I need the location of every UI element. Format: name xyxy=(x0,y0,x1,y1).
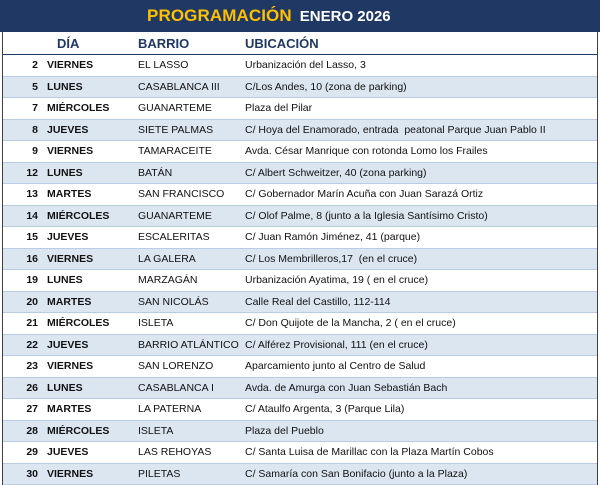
barrio: EL LASSO xyxy=(138,59,189,72)
column-header-day: DÍA xyxy=(57,35,80,51)
table-row xyxy=(3,120,597,142)
location: C/ Juan Ramón Jiménez, 41 (parque) xyxy=(245,231,421,244)
barrio: SIETE PALMAS xyxy=(138,123,214,136)
location: Avda. de Amurga con Juan Sebastián Bach xyxy=(245,381,448,394)
barrio: LA GALERA xyxy=(138,252,196,265)
table-row xyxy=(3,141,597,163)
day-number: 23 xyxy=(26,360,38,373)
barrio: BATÁN xyxy=(138,166,173,179)
title-main: PROGRAMACIÓN xyxy=(147,6,292,25)
barrio: PILETAS xyxy=(138,467,181,480)
table-row xyxy=(3,292,597,314)
weekday: MIÉRCOLES xyxy=(47,424,110,437)
weekday: JUEVES xyxy=(47,446,89,459)
barrio: LA PATERNA xyxy=(138,403,202,416)
table-row xyxy=(3,227,597,249)
day-number: 27 xyxy=(26,403,38,416)
day-number: 14 xyxy=(26,209,38,222)
weekday: LUNES xyxy=(47,80,83,93)
weekday: MARTES xyxy=(47,188,92,201)
weekday: VIERNES xyxy=(47,59,94,72)
weekday: JUEVES xyxy=(47,123,89,136)
barrio: SAN LORENZO xyxy=(138,360,214,373)
table-row xyxy=(3,55,597,77)
barrio: LAS REHOYAS xyxy=(138,446,212,459)
location: Plaza del Pilar xyxy=(245,102,313,115)
table-row xyxy=(3,184,597,206)
day-number: 19 xyxy=(26,274,38,287)
table-row xyxy=(3,335,597,357)
weekday: VIERNES xyxy=(47,252,94,265)
column-header-location: UBICACIÓN xyxy=(245,35,319,51)
location: Calle Real del Castillo, 112-114 xyxy=(245,295,391,308)
schedule-table xyxy=(2,32,598,485)
barrio: SAN FRANCISCO xyxy=(138,188,225,201)
weekday: MIÉRCOLES xyxy=(47,102,110,115)
location: C/ Santa Luisa de Marillac con la Plaza Martín Cobos xyxy=(245,446,494,459)
weekday: LUNES xyxy=(47,381,83,394)
table-row xyxy=(3,356,597,378)
location: C/ Don Quijote de la Mancha, 2 ( en el cruce) xyxy=(245,317,456,330)
barrio: ISLETA xyxy=(138,424,174,437)
day-number: 8 xyxy=(32,123,38,136)
location: C/ Ataulfo Argenta, 3 (Parque Lila) xyxy=(245,403,405,416)
day-number: 21 xyxy=(26,317,38,330)
weekday: VIERNES xyxy=(47,145,94,158)
day-number: 16 xyxy=(26,252,38,265)
barrio: BARRIO ATLÁNTICO xyxy=(138,338,239,351)
title-band xyxy=(0,0,600,32)
day-number: 13 xyxy=(26,188,38,201)
day-number: 9 xyxy=(32,145,38,158)
barrio: MARZAGÁN xyxy=(138,274,198,287)
table-row xyxy=(3,163,597,185)
table-row xyxy=(3,421,597,443)
table-row xyxy=(3,399,597,421)
table-body xyxy=(3,55,597,485)
table-row xyxy=(3,206,597,228)
location: C/ Alférez Provisional, 111 (en el cruce) xyxy=(245,338,428,351)
weekday: MARTES xyxy=(47,403,92,416)
location: Urbanización Ayatima, 19 ( en el cruce) xyxy=(245,274,429,287)
location: C/ Gobernador Marín Acuña con Juan Sarazá Ortiz xyxy=(245,188,484,201)
location: C/ Hoya del Enamorado, entrada peatonal Parque Juan Pablo II xyxy=(245,123,546,136)
barrio: CASABLANCA I xyxy=(138,381,214,394)
location: C/ Albert Schweitzer, 40 (zona parking) xyxy=(245,166,427,179)
day-number: 26 xyxy=(26,381,38,394)
day-number: 28 xyxy=(26,424,38,437)
location: C/ Samaría con San Bonifacio (junto a la Plaza) xyxy=(245,467,468,480)
title-text xyxy=(147,6,391,26)
table-row xyxy=(3,98,597,120)
day-number: 15 xyxy=(26,231,38,244)
weekday: LUNES xyxy=(47,166,83,179)
table-row xyxy=(3,270,597,292)
location: Aparcamiento junto al Centro de Salud xyxy=(245,360,426,373)
day-number: 20 xyxy=(26,295,38,308)
weekday: JUEVES xyxy=(47,231,89,244)
weekday: MARTES xyxy=(47,295,92,308)
weekday: VIERNES xyxy=(47,360,94,373)
table-row xyxy=(3,464,597,485)
location: C/ Los Membrilleros,17 (en el cruce) xyxy=(245,252,418,265)
table-row xyxy=(3,249,597,271)
day-number: 22 xyxy=(26,338,38,351)
title-period: ENERO 2026 xyxy=(299,8,391,25)
day-number: 5 xyxy=(32,80,38,93)
table-row xyxy=(3,313,597,335)
column-header-barrio: BARRIO xyxy=(138,35,190,51)
weekday: MIÉRCOLES xyxy=(47,209,110,222)
barrio: ESCALERITAS xyxy=(138,231,210,244)
day-number: 30 xyxy=(26,467,38,480)
location: C/Los Andes, 10 (zona de parking) xyxy=(245,80,407,93)
barrio: SAN NICOLÁS xyxy=(138,295,209,308)
table-header xyxy=(3,32,597,55)
weekday: MIÉRCOLES xyxy=(47,317,110,330)
barrio: TAMARACEITE xyxy=(138,145,212,158)
location: Urbanización del Lasso, 3 xyxy=(245,59,366,72)
weekday: VIERNES xyxy=(47,467,94,480)
table-row xyxy=(3,77,597,99)
location: Plaza del Pueblo xyxy=(245,424,324,437)
barrio: ISLETA xyxy=(138,317,174,330)
table-row xyxy=(3,442,597,464)
day-number: 29 xyxy=(26,446,38,459)
location: C/ Olof Palme, 8 (junto a la Iglesia Santísimo Cristo) xyxy=(245,209,488,222)
day-number: 12 xyxy=(26,166,38,179)
table-row xyxy=(3,378,597,400)
barrio: GUANARTEME xyxy=(138,102,212,115)
weekday: LUNES xyxy=(47,274,83,287)
barrio: GUANARTEME xyxy=(138,209,212,222)
location: Avda. César Manrique con rotonda Lomo los Frailes xyxy=(245,145,488,158)
weekday: JUEVES xyxy=(47,338,89,351)
barrio: CASABLANCA III xyxy=(138,80,220,93)
day-number: 7 xyxy=(32,102,38,115)
day-number: 2 xyxy=(32,59,38,72)
